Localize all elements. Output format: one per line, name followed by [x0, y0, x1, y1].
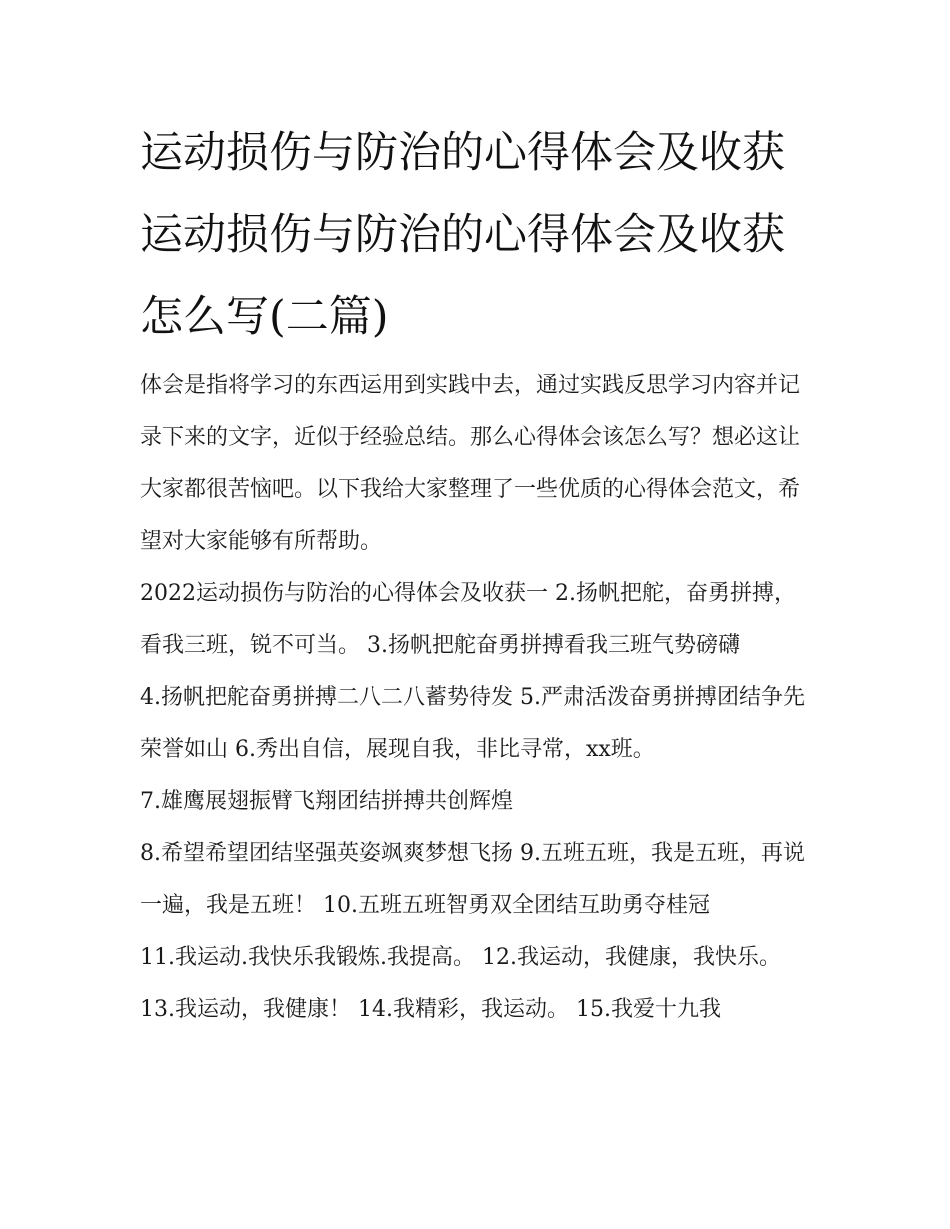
document-title: 运动损伤与防治的心得体会及收获 运动损伤与防治的心得体会及收获怎么写(二篇) [140, 128, 785, 342]
paragraph-slogans-3: 7.雄鹰展翅振臂飞翔团结拼搏共创辉煌 [140, 789, 513, 814]
paragraph-slogans-5: 11.我运动.我快乐我锻炼.我提高。 12.我运动，我健康，我快乐。 13.我运动，我健康！ 14.我精彩，我运动。 15.我爱十九我 [140, 945, 781, 1022]
paragraph-intro: 体会是指将学习的东西运用到实践中去，通过实践反思学习内容并记录下来的文字，近似于经验总结。那么心得体会该怎么写？想必这让大家都很苦恼吧。以下我给大家整理了一些优质的心得体会范文，希望对大家能够有所帮助。 [140, 373, 801, 554]
paragraph-slogans-1: 2022运动损伤与防治的心得体会及收获一 2.扬帆把舵，奋勇拼搏，看我三班，锐不可当。 3.扬帆把舵奋勇拼搏看我三班气势磅礴 [140, 581, 796, 658]
paragraph-slogans-4: 8.希望希望团结坚强英姿飒爽梦想飞扬 9.五班五班，我是五班，再说一遍，我是五班！ 10.五班五班智勇双全团结互助勇夺桂冠 [140, 841, 805, 918]
document-page [140, 112, 812, 1036]
paragraph-slogans-2: 4.扬帆把舵奋勇拼搏二八二八蓄势待发 5.严肃活泼奋勇拼搏团结争先荣誉如山 6.秀出自信，展现自我，非比寻常，xx班。 [140, 685, 805, 762]
title-block [140, 112, 812, 358]
